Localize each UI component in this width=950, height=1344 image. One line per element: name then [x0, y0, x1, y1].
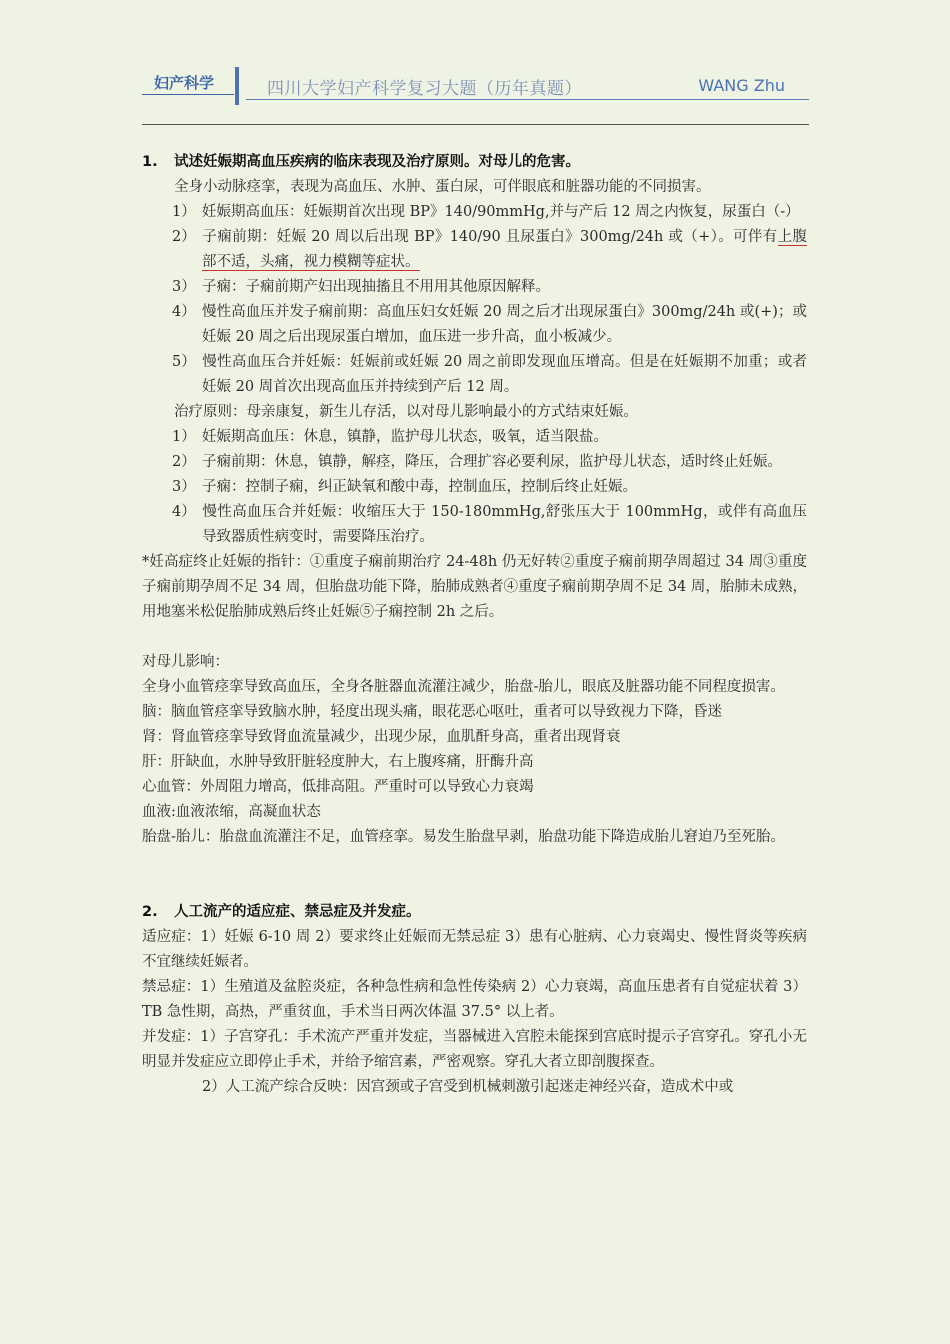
underlined-text: 上腹部不适，头痛，视力模糊等症状。 — [202, 229, 808, 270]
treatment-item: 1） 妊娠期高血压：休息，镇静，监护母儿状态，吸氧，适当限盐。 — [172, 429, 608, 445]
impact-title: 对母儿影响： — [142, 654, 229, 670]
header-underline — [246, 99, 809, 100]
page-header — [142, 64, 809, 104]
treatment-item: 3） 子痫：控制子痫，纠正缺氧和酸中毒，控制血压，控制后终止妊娠。 — [172, 479, 637, 495]
q2-contraindications: 禁忌症：1）生殖道及盆腔炎症，各种急性病和急性传染病 2）心力衰竭，高血压患者有自觉症状着 3）TB 急性期，高热，严重贫血，手术当日两次体温 37.5° 以上者。 — [142, 979, 807, 1020]
clinical-item: 2） 子痫前期：妊娠 20 周以后出现 BP》140/90 且尿蛋白》300mg/24h 或（+）。可伴有上腹部不适，头痛，视力模糊等症状。 — [172, 229, 808, 270]
impact-item: 血液:血液浓缩，高凝血状态 — [142, 804, 321, 820]
clinical-item: 3） 子痫：子痫前期产妇出现抽搐且不用用其他原因解释。 — [172, 279, 550, 295]
clinical-item: 5） 慢性高血压合并妊娠：妊娠前或妊娠 20 周之前即发现血压增高。但是在妊娠期不加重；或者妊娠 20 周首次出现高血压并持续到产后 12 周。 — [172, 354, 807, 395]
impact-item: 肾：肾血管痉挛导致肾血流量减少，出现少尿，血肌酐身高，重者出现肾衰 — [142, 729, 621, 745]
impact-item: 胎盘-胎儿：胎盘血流灌注不足，血管痉挛。易发生胎盘早剥，胎盘功能下降造成胎儿窘迫乃至死胎。 — [142, 829, 785, 845]
document-body — [142, 150, 807, 1100]
treatment-intro: 治疗原则：母亲康复，新生儿存活，以对母儿影响最小的方式结束妊娠。 — [174, 404, 638, 420]
header-divider-bar — [235, 67, 239, 105]
header-title: 四川大学妇产科学复习大题（历年真题） — [267, 79, 582, 99]
q2-indications: 适应症：1）妊娠 6-10 周 2）要求终止妊娠而无禁忌症 3）患有心脏病、心力衰竭史、慢性肾炎等疾病不宜继续妊娠者。 — [142, 929, 807, 970]
header-section-label: 妇产科学 — [154, 74, 215, 92]
q2-complication-1: 并发症：1）子宫穿孔：手术流产严重并发症，当器械进入宫腔未能探到宫底时提示子宫穿孔。穿孔小无明显并发症应立即停止手术，并给予缩宫素，严密观察。穿孔大者立即剖腹探查。 — [142, 1029, 807, 1070]
treatment-item: 2） 子痫前期：休息，镇静，解痉，降压，合理扩容必要利尿，监护母儿状态，适时终止妊娠。 — [172, 454, 782, 470]
clinical-item: 1） 妊娠期高血压：妊娠期首次出现 BP》140/90mmHg,并与产后 12 周之内恢复，尿蛋白（-） — [172, 204, 800, 220]
header-author: WANG Zhu — [698, 76, 785, 95]
impact-item: 心血管：外周阻力增高，低排高阻。严重时可以导致心力衰竭 — [142, 779, 534, 795]
impact-item: 脑：脑血管痉挛导致脑水肿，轻度出现头痛，眼花恶心呕吐，重者可以导致视力下降，昏迷 — [142, 704, 722, 720]
impact-item: 肝：肝缺血，水肿导致肝脏轻度肿大，右上腹疼痛，肝酶升高 — [142, 754, 534, 770]
header-rule — [142, 124, 809, 125]
treatment-item: 4） 慢性高血压合并妊娠：收缩压大于 150-180mmHg,舒张压大于 100mmHg，或伴有高血压导致器质性病变时，需要降压治疗。 — [172, 504, 807, 545]
q2-complication-2: 2）人工流产综合反映：因宫颈或子宫受到机械刺激引起迷走神经兴奋，造成术中或 — [202, 1079, 734, 1095]
question-1-heading: 1. 试述妊娠期高血压疾病的临床表现及治疗原则。对母儿的危害。 — [142, 154, 580, 170]
q1-intro: 全身小动脉痉挛，表现为高血压、水肿、蛋白尿，可伴眼底和脏器功能的不同损害。 — [174, 179, 711, 195]
clinical-item: 4） 慢性高血压并发子痫前期：高血压妇女妊娠 20 周之后才出现尿蛋白》300mg/24h 或(+)；或妊娠 20 周之后出现尿蛋白增加，血压进一步升高，血小板减少。 — [172, 304, 807, 345]
header-left-underline — [142, 94, 234, 95]
question-2-heading: 2. 人工流产的适应症、禁忌症及并发症。 — [142, 904, 421, 920]
impact-item: 全身小血管痉挛导致高血压，全身各脏器血流灌注减少，胎盘-胎儿，眼底及脏器功能不同程度损害。 — [142, 679, 785, 695]
termination-indications: *妊高症终止妊娠的指针：①重度子痫前期治疗 24-48h 仍无好转②重度子痫前期孕周超过 34 周③重度子痫前期孕周不足 34 周，但胎盘功能下降，胎肺成熟者④重度子痫前期孕周不足 34 周，胎肺未成熟，用地塞米松促胎肺成熟后终止妊娠⑤子痫控制 2h 之后。 — [142, 554, 807, 620]
